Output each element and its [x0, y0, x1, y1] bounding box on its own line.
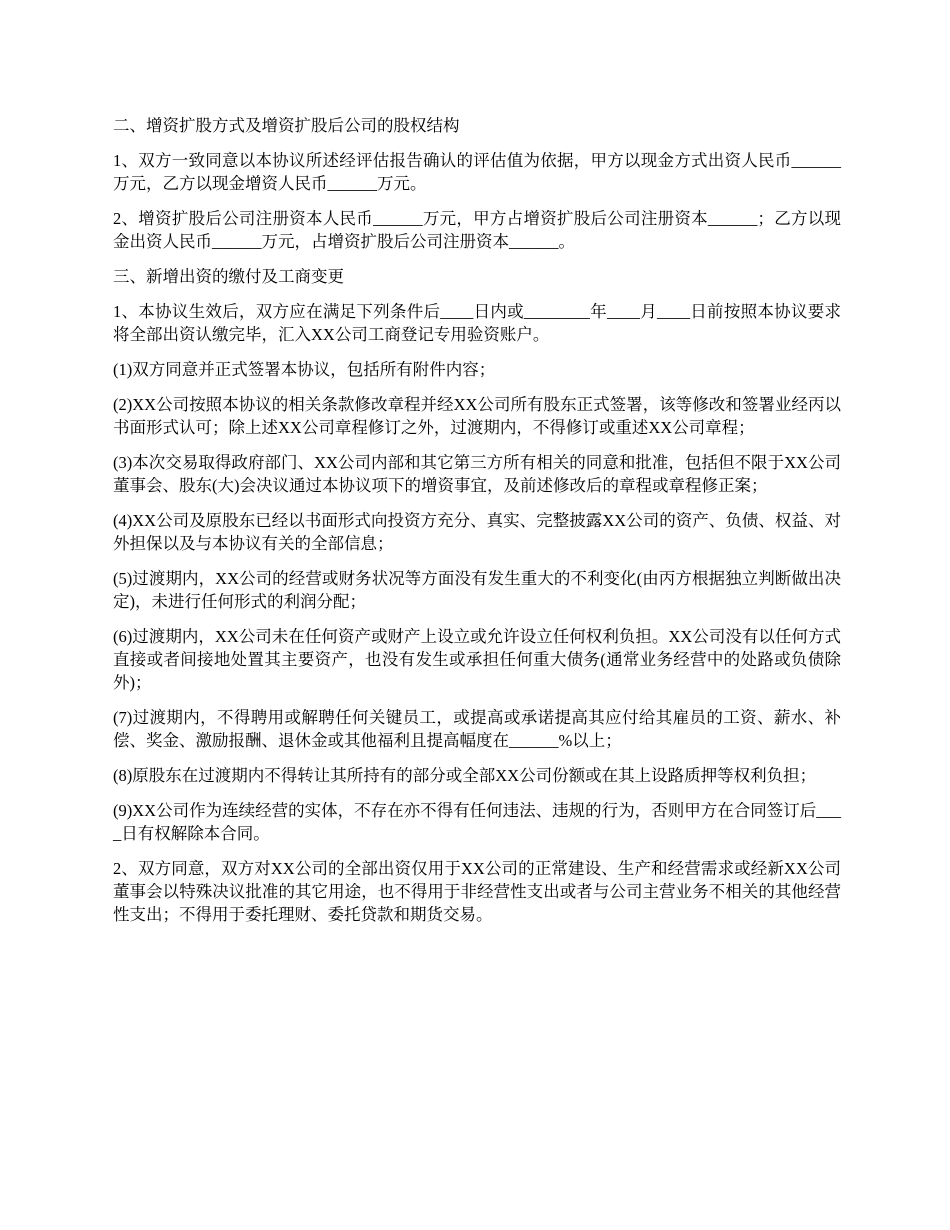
condition-item-6: (6)过渡期内，XX公司未在任何资产或财产上设立或允许设立任何权利负担。XX公司没有以任何方式直接或者间接地处置其主要资产，也没有发生或承担任何重大债务(通常业务经营中的处路或负债除外)；: [113, 627, 841, 692]
condition-item-5: (5)过渡期内，XX公司的经营或财务状况等方面没有发生重大的不利变化(由丙方根据独立判断做出决定)，未进行任何形式的利润分配；: [113, 569, 841, 611]
section-heading-3: 三、新增出资的缴付及工商变更: [113, 267, 344, 286]
section-heading-2: 二、增资扩股方式及增资扩股后公司的股权结构: [113, 116, 460, 135]
paragraph-3-2: 2、双方同意，双方对XX公司的全部出资仅用于XX公司的正常建设、生产和经营需求或经新XX公司董事会以特殊决议批准的其它用途，也不得用于非经营性支出或者与公司主营业务不相关的其他经营性支出；不得用于委托理财、委托贷款和期货交易。: [113, 859, 841, 924]
document-page: [113, 114, 841, 938]
condition-item-8: (8)原股东在过渡期内不得转让其所持有的部分或全部XX公司份额或在其上设路质押等权利负担；: [113, 766, 817, 785]
paragraph-3-1: 1、本协议生效后，双方应在满足下列条件后____日内或________年____月____日前按照本协议要求将全部出资认缴完毕，汇入XX公司工商登记专用验资账户。: [113, 302, 842, 344]
condition-item-2: (2)XX公司按照本协议的相关条款修改章程并经XX公司所有股东正式签署，该等修改和签署业经丙以书面形式认可；除上述XX公司章程修订之外，过渡期内，不得修订或重述XX公司章程；: [113, 395, 841, 437]
condition-item-3: (3)本次交易取得政府部门、XX公司内部和其它第三方所有相关的同意和批准，包括但不限于XX公司董事会、股东(大)会决议通过本协议项下的增资事宜，及前述修改后的章程或章程修正案；: [113, 453, 841, 495]
condition-item-4: (4)XX公司及原股东已经以书面形式向投资方充分、真实、完整披露XX公司的资产、负债、权益、对外担保以及与本协议有关的全部信息；: [113, 511, 841, 553]
paragraph-2-2: 2、增资扩股后公司注册资本人民币______万元，甲方占增资扩股后公司注册资本______；乙方以现金出资人民币______万元，占增资扩股后公司注册资本______。: [113, 209, 841, 251]
condition-item-9: (9)XX公司作为连续经营的实体，不存在亦不得有任何违法、违规的行为，否则甲方在合同签订后____日有权解除本合同。: [113, 801, 841, 843]
condition-item-1: (1)双方同意并正式签署本协议，包括所有附件内容；: [113, 360, 496, 379]
paragraph-2-1: 1、双方一致同意以本协议所述经评估报告确认的评估值为依据，甲方以现金方式出资人民币______万元，乙方以现金增资人民币______万元。: [113, 151, 841, 193]
condition-item-7: (7)过渡期内，不得聘用或解聘任何关键员工，或提高或承诺提高其应付给其雇员的工资、薪水、补偿、奖金、激励报酬、退休金或其他福利且提高幅度在______%以上；: [113, 708, 841, 750]
